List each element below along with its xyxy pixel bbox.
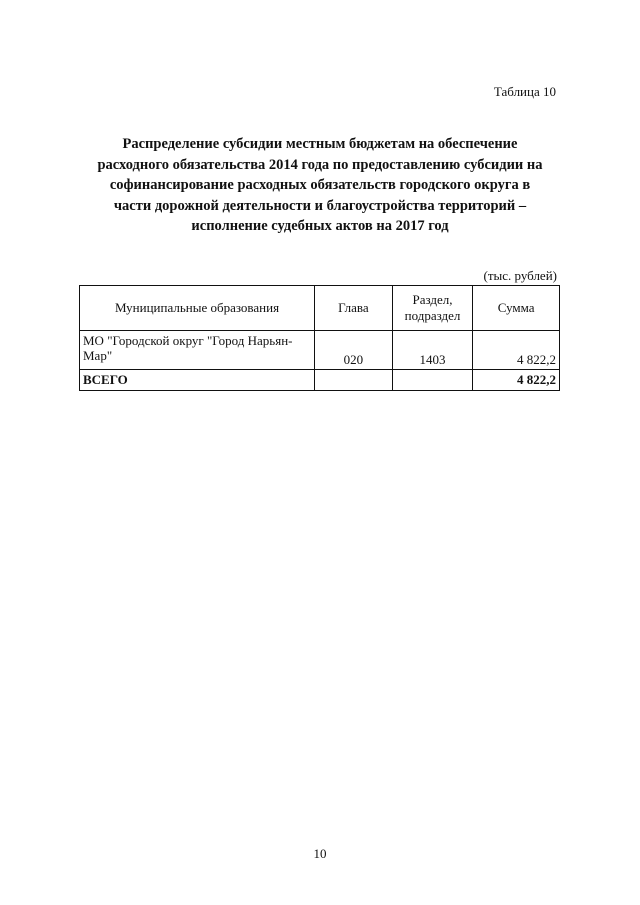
header-section-line1: Раздел, xyxy=(412,292,453,307)
title-line: софинансирование расходных обязательств городского округа в xyxy=(109,177,531,193)
total-row xyxy=(80,370,560,391)
document-title xyxy=(80,134,560,237)
title-line: расходного обязательства 2014 года по предоставлению субсидии на xyxy=(97,156,543,173)
cell-sum: 4 822,2 xyxy=(473,331,560,370)
total-section xyxy=(392,370,472,391)
subsidy-table xyxy=(79,285,560,391)
header-section-line2: подраздел xyxy=(404,308,461,323)
header-municipality: Муниципальные образования xyxy=(80,286,315,331)
table-row xyxy=(80,331,560,370)
units-label: (тыс. рублей) xyxy=(483,268,557,283)
total-sum: 4 822,2 xyxy=(473,370,560,391)
header-chapter: Глава xyxy=(314,286,392,331)
title-line: исполнение судебных актов на 2017 год xyxy=(191,218,449,234)
table-header-row xyxy=(80,286,560,331)
header-section xyxy=(392,286,472,331)
header-sum: Сумма xyxy=(473,286,560,331)
title-line: части дорожной деятельности и благоустройства территорий – xyxy=(113,197,527,214)
cell-chapter: 020 xyxy=(314,331,392,370)
cell-municipality: МО "Городской округ "Город Нарьян-Мар" xyxy=(80,331,315,370)
cell-section: 1403 xyxy=(392,331,472,370)
total-chapter xyxy=(314,370,392,391)
title-line: Распределение субсидии местным бюджетам на обеспечение xyxy=(122,136,518,152)
table-number: Таблица 10 xyxy=(493,84,556,99)
total-label: ВСЕГО xyxy=(80,370,315,391)
page-number: 10 xyxy=(313,846,327,861)
